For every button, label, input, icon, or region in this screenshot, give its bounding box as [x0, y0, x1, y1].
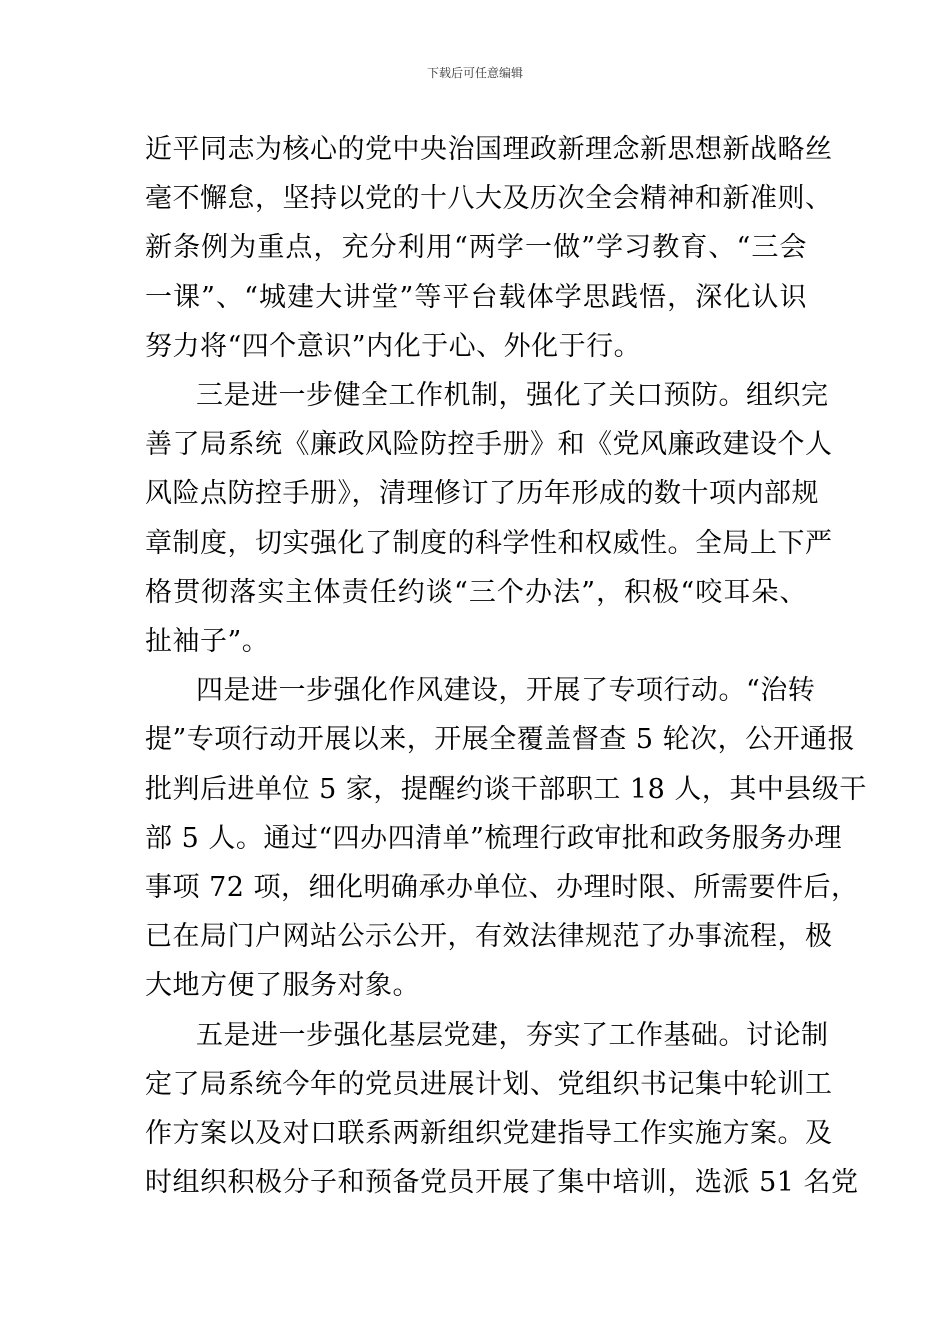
text-line: 一课”、“城建大讲堂”等平台载体学思践悟，深化认识: [145, 281, 807, 313]
text-line: 五是进一步强化基层党建，夯实了工作基础。讨论制: [196, 1019, 829, 1051]
text-line: 作方案以及对口联系两新组织党建指导工作实施方案。及: [145, 1118, 833, 1149]
text-line: 批判后进单位 5 家，提醒约谈干部职工 18 人，其中县级干: [145, 773, 867, 805]
text-line: 善了局系统《廉政风险防控手册》和《党风廉政建设个人: [145, 429, 833, 461]
text-line: 毫不懈怠，坚持以党的十八大及历次全会精神和新准则、: [145, 183, 833, 215]
text-line: 事项 72 项，细化明确承办单位、办理时限、所需要件后，: [145, 872, 859, 903]
text-line: 三是进一步健全工作机制，强化了关口预防。组织完: [196, 380, 829, 411]
text-line: 已在局门户网站公示公开，有效法律规范了办事流程，极: [145, 921, 833, 953]
text-line: 章制度，切实强化了制度的科学性和权威性。全局上下严: [145, 527, 833, 559]
text-line: 提”专项行动开展以来，开展全覆盖督查 5 轮次，公开通报: [145, 724, 856, 756]
text-line: 新条例为重点，充分利用“两学一做”学习教育、“三会: [145, 232, 807, 264]
text-line: 时组织积极分子和预备党员开展了集中培训，选派 51 名党: [145, 1167, 859, 1199]
text-line: 扯袖子”。: [145, 626, 270, 657]
text-line: 格贯彻落实主体责任约谈“三个办法”，积极“咬耳朵、: [145, 576, 807, 608]
text-line: 部 5 人。通过“四办四清单”梳理行政审批和政务服务办理: [145, 822, 842, 854]
text-line: 定了局系统今年的党员进展计划、党组织书记集中轮训工: [145, 1068, 833, 1100]
text-line: 努力将“四个意识”内化于心、外化于行。: [145, 330, 642, 362]
text-line: 四是进一步强化作风建设，开展了专项行动。“治转: [196, 675, 816, 707]
text-line: 大地方便了服务对象。: [145, 970, 420, 1002]
text-line: 风险点防控手册》，清理修订了历年形成的数十项内部规: [145, 478, 819, 510]
text-line: 近平同志为核心的党中央治国理政新理念新思想新战略丝: [145, 134, 833, 165]
page-header: 下载后可任意编辑: [426, 66, 523, 80]
